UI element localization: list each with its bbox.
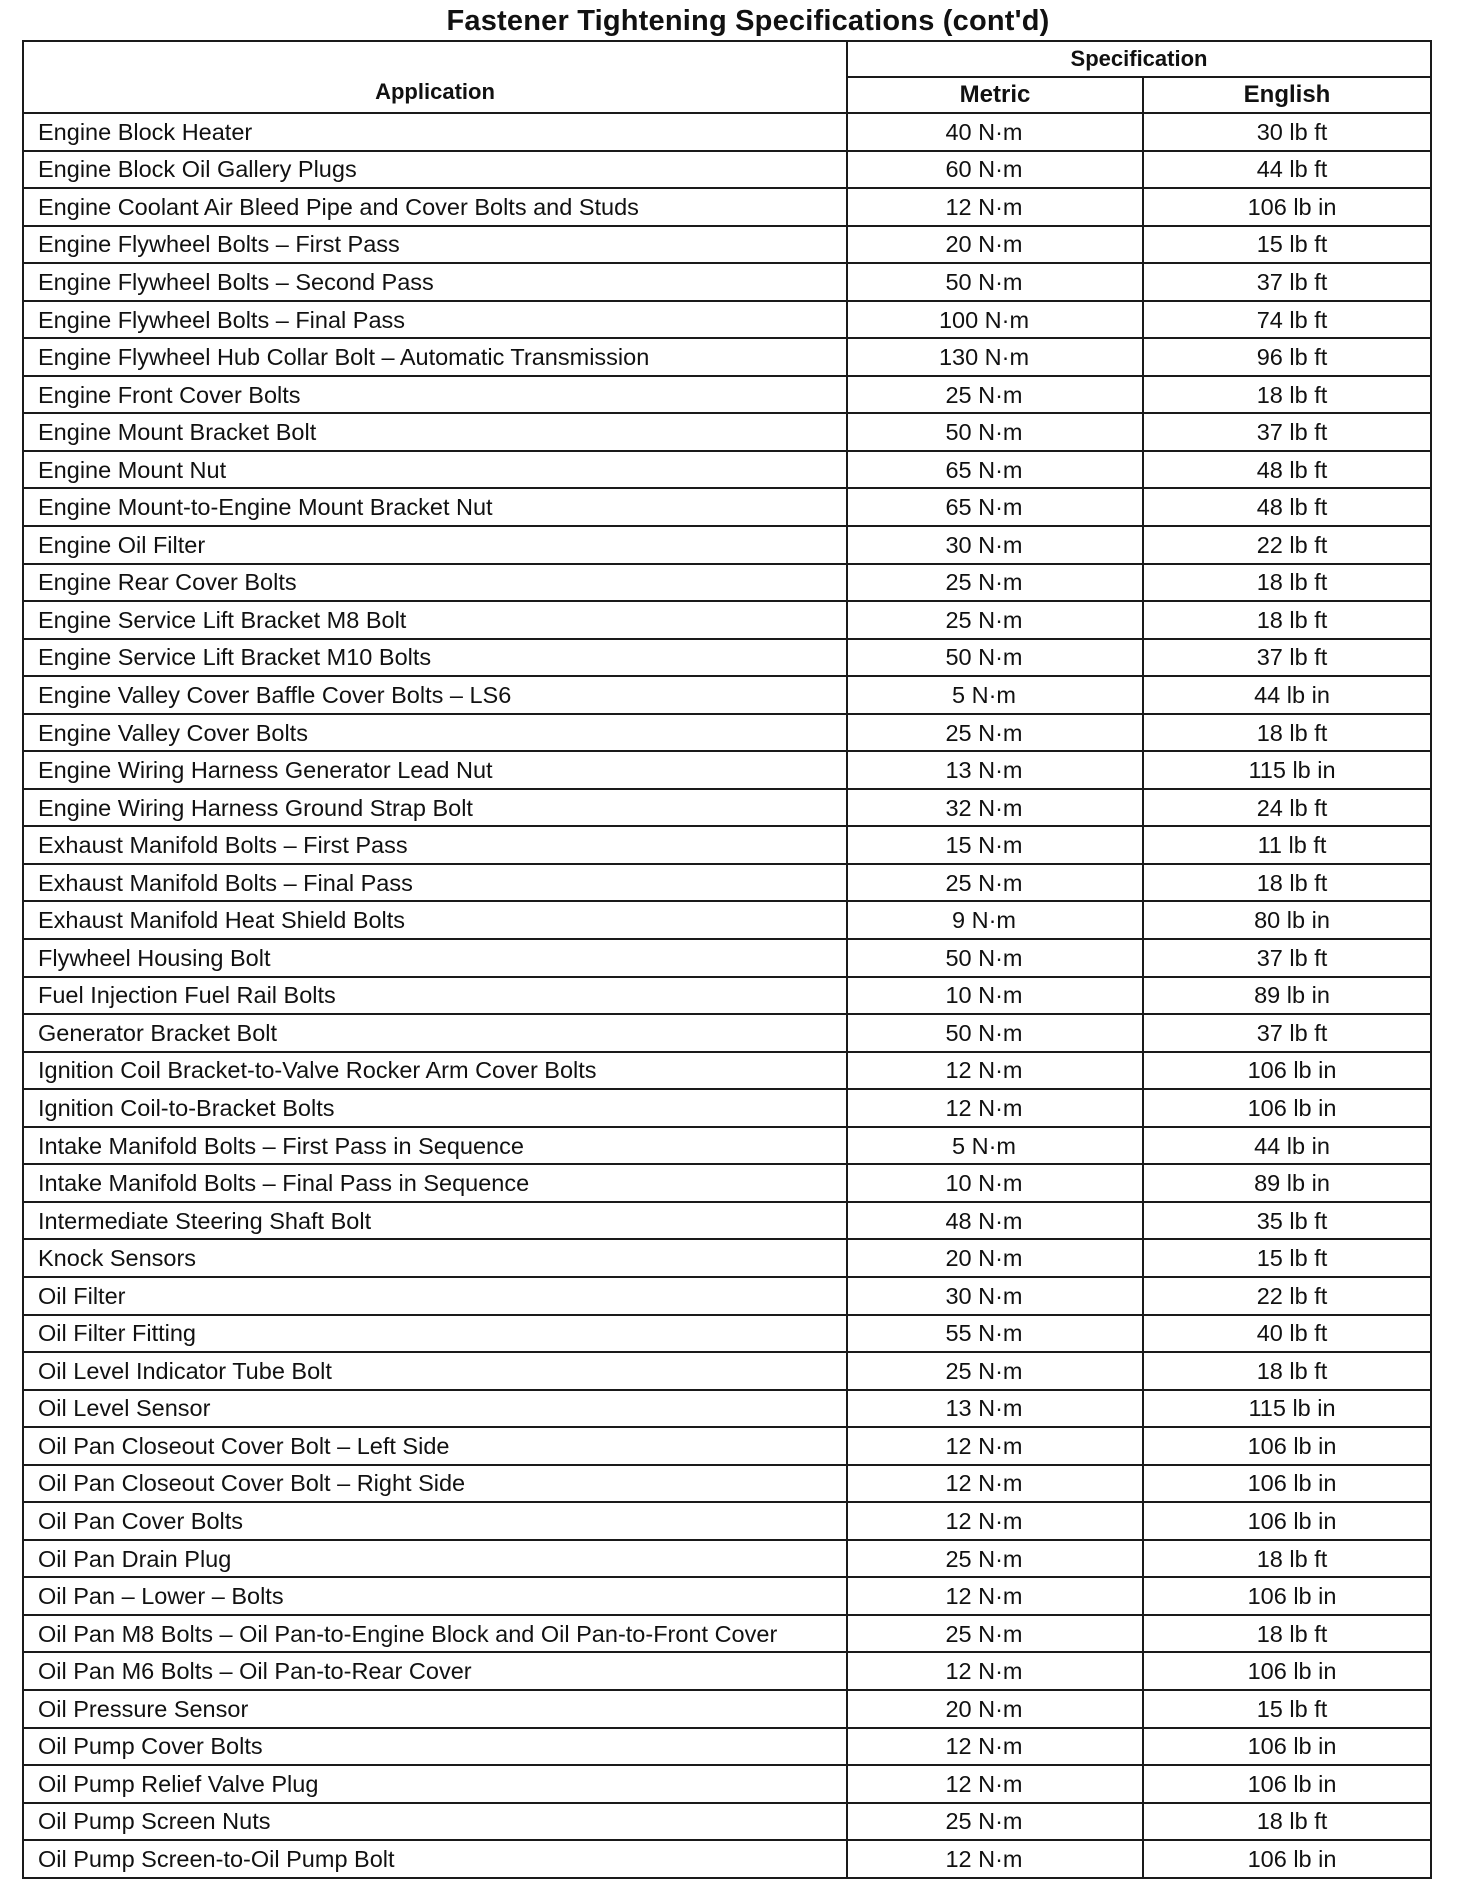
cell-english: 106 lb in	[1143, 1577, 1431, 1615]
cell-english: 18 lb ft	[1143, 564, 1431, 602]
cell-metric: 40 N·m	[847, 113, 1143, 151]
cell-application: Engine Flywheel Bolts – Second Pass	[23, 263, 847, 301]
cell-metric: 13 N·m	[847, 751, 1143, 789]
cell-metric: 32 N·m	[847, 789, 1143, 827]
table-row	[23, 1615, 1431, 1653]
table-row	[23, 1803, 1431, 1841]
cell-english: 106 lb in	[1143, 1502, 1431, 1540]
column-header-metric: Metric	[847, 77, 1143, 113]
cell-english: 106 lb in	[1143, 1840, 1431, 1878]
cell-metric: 12 N·m	[847, 188, 1143, 226]
cell-application: Oil Pump Screen-to-Oil Pump Bolt	[23, 1840, 847, 1878]
column-header-application: Application	[23, 41, 847, 113]
cell-metric: 12 N·m	[847, 1089, 1143, 1127]
cell-application: Oil Pan Closeout Cover Bolt – Left Side	[23, 1427, 847, 1465]
table-row	[23, 1840, 1431, 1878]
cell-application: Engine Valley Cover Baffle Cover Bolts – LS6	[23, 676, 847, 714]
cell-metric: 12 N·m	[847, 1427, 1143, 1465]
cell-english: 37 lb ft	[1143, 263, 1431, 301]
table-row	[23, 676, 1431, 714]
column-header-english: English	[1143, 77, 1431, 113]
cell-english: 48 lb ft	[1143, 451, 1431, 489]
cell-application: Engine Flywheel Bolts – Final Pass	[23, 301, 847, 339]
cell-application: Fuel Injection Fuel Rail Bolts	[23, 977, 847, 1015]
cell-metric: 50 N·m	[847, 639, 1143, 677]
cell-english: 24 lb ft	[1143, 789, 1431, 827]
cell-metric: 12 N·m	[847, 1465, 1143, 1503]
table-row	[23, 1089, 1431, 1127]
cell-application: Engine Mount Bracket Bolt	[23, 413, 847, 451]
fastener-spec-table	[22, 40, 1432, 1879]
cell-english: 106 lb in	[1143, 1427, 1431, 1465]
cell-english: 74 lb ft	[1143, 301, 1431, 339]
cell-metric: 65 N·m	[847, 488, 1143, 526]
cell-metric: 25 N·m	[847, 376, 1143, 414]
table-row	[23, 1014, 1431, 1052]
table-row	[23, 826, 1431, 864]
table-row	[23, 864, 1431, 902]
cell-english: 18 lb ft	[1143, 714, 1431, 752]
cell-english: 44 lb in	[1143, 1127, 1431, 1165]
cell-application: Oil Pump Screen Nuts	[23, 1803, 847, 1841]
page-title: Fastener Tightening Specifications (cont'd)	[446, 5, 1050, 37]
cell-application: Engine Oil Filter	[23, 526, 847, 564]
cell-metric: 15 N·m	[847, 826, 1143, 864]
table-row	[23, 1277, 1431, 1315]
cell-metric: 20 N·m	[847, 1690, 1143, 1728]
cell-application: Engine Flywheel Hub Collar Bolt – Automatic Transmission	[23, 338, 847, 376]
table-row	[23, 1127, 1431, 1165]
table-row	[23, 564, 1431, 602]
cell-english: 35 lb ft	[1143, 1202, 1431, 1240]
cell-metric: 48 N·m	[847, 1202, 1143, 1240]
cell-metric: 13 N·m	[847, 1390, 1143, 1428]
cell-metric: 25 N·m	[847, 601, 1143, 639]
cell-application: Oil Pump Cover Bolts	[23, 1728, 847, 1766]
cell-metric: 25 N·m	[847, 1540, 1143, 1578]
cell-application: Oil Filter Fitting	[23, 1315, 847, 1353]
cell-metric: 10 N·m	[847, 1164, 1143, 1202]
table-row	[23, 789, 1431, 827]
table-row	[23, 939, 1431, 977]
cell-application: Engine Coolant Air Bleed Pipe and Cover Bolts and Studs	[23, 188, 847, 226]
cell-english: 96 lb ft	[1143, 338, 1431, 376]
table-row	[23, 1765, 1431, 1803]
table-row	[23, 1652, 1431, 1690]
cell-metric: 65 N·m	[847, 451, 1143, 489]
cell-metric: 20 N·m	[847, 226, 1143, 264]
cell-english: 18 lb ft	[1143, 1540, 1431, 1578]
cell-metric: 30 N·m	[847, 526, 1143, 564]
cell-metric: 50 N·m	[847, 1014, 1143, 1052]
table-row	[23, 188, 1431, 226]
cell-metric: 25 N·m	[847, 1803, 1143, 1841]
cell-metric: 50 N·m	[847, 413, 1143, 451]
cell-metric: 55 N·m	[847, 1315, 1143, 1353]
cell-application: Oil Level Sensor	[23, 1390, 847, 1428]
table-row	[23, 1427, 1431, 1465]
table-row	[23, 1315, 1431, 1353]
table-row	[23, 1390, 1431, 1428]
table-row	[23, 226, 1431, 264]
cell-application: Generator Bracket Bolt	[23, 1014, 847, 1052]
cell-application: Oil Level Indicator Tube Bolt	[23, 1352, 847, 1390]
cell-english: 18 lb ft	[1143, 601, 1431, 639]
cell-english: 48 lb ft	[1143, 488, 1431, 526]
cell-metric: 25 N·m	[847, 1615, 1143, 1653]
table-row	[23, 526, 1431, 564]
table-row	[23, 1239, 1431, 1277]
cell-metric: 50 N·m	[847, 939, 1143, 977]
table-row	[23, 751, 1431, 789]
cell-english: 11 lb ft	[1143, 826, 1431, 864]
cell-english: 30 lb ft	[1143, 113, 1431, 151]
table-row	[23, 901, 1431, 939]
cell-metric: 5 N·m	[847, 676, 1143, 714]
cell-application: Exhaust Manifold Bolts – First Pass	[23, 826, 847, 864]
cell-metric: 25 N·m	[847, 564, 1143, 602]
cell-english: 18 lb ft	[1143, 1352, 1431, 1390]
cell-application: Engine Service Lift Bracket M10 Bolts	[23, 639, 847, 677]
cell-application: Oil Pan – Lower – Bolts	[23, 1577, 847, 1615]
table-row	[23, 977, 1431, 1015]
cell-application: Oil Filter	[23, 1277, 847, 1315]
table-row	[23, 113, 1431, 151]
cell-application: Oil Pan Closeout Cover Bolt – Right Side	[23, 1465, 847, 1503]
table-row	[23, 151, 1431, 189]
cell-english: 18 lb ft	[1143, 864, 1431, 902]
cell-application: Oil Pump Relief Valve Plug	[23, 1765, 847, 1803]
table-row	[23, 413, 1431, 451]
cell-application: Oil Pan M6 Bolts – Oil Pan-to-Rear Cover	[23, 1652, 847, 1690]
table-row	[23, 1540, 1431, 1578]
table-row	[23, 1052, 1431, 1090]
cell-english: 37 lb ft	[1143, 639, 1431, 677]
cell-application: Engine Wiring Harness Generator Lead Nut	[23, 751, 847, 789]
cell-application: Oil Pan Cover Bolts	[23, 1502, 847, 1540]
table-row	[23, 639, 1431, 677]
cell-metric: 12 N·m	[847, 1502, 1143, 1540]
cell-english: 44 lb in	[1143, 676, 1431, 714]
cell-english: 89 lb in	[1143, 977, 1431, 1015]
cell-english: 15 lb ft	[1143, 1239, 1431, 1277]
cell-application: Oil Pressure Sensor	[23, 1690, 847, 1728]
table-row	[23, 1202, 1431, 1240]
cell-application: Oil Pan M8 Bolts – Oil Pan-to-Engine Block and Oil Pan-to-Front Cover	[23, 1615, 847, 1653]
cell-english: 40 lb ft	[1143, 1315, 1431, 1353]
cell-application: Engine Mount-to-Engine Mount Bracket Nut	[23, 488, 847, 526]
cell-application: Intake Manifold Bolts – First Pass in Sequence	[23, 1127, 847, 1165]
cell-metric: 12 N·m	[847, 1728, 1143, 1766]
cell-metric: 12 N·m	[847, 1765, 1143, 1803]
cell-english: 89 lb in	[1143, 1164, 1431, 1202]
cell-english: 106 lb in	[1143, 1652, 1431, 1690]
cell-english: 115 lb in	[1143, 1390, 1431, 1428]
cell-application: Engine Flywheel Bolts – First Pass	[23, 226, 847, 264]
cell-english: 106 lb in	[1143, 1089, 1431, 1127]
cell-application: Oil Pan Drain Plug	[23, 1540, 847, 1578]
cell-application: Engine Service Lift Bracket M8 Bolt	[23, 601, 847, 639]
table-row	[23, 1352, 1431, 1390]
cell-english: 106 lb in	[1143, 188, 1431, 226]
cell-application: Engine Valley Cover Bolts	[23, 714, 847, 752]
cell-english: 18 lb ft	[1143, 1615, 1431, 1653]
table-row	[23, 1690, 1431, 1728]
cell-application: Exhaust Manifold Heat Shield Bolts	[23, 901, 847, 939]
table-row	[23, 1728, 1431, 1766]
cell-application: Engine Wiring Harness Ground Strap Bolt	[23, 789, 847, 827]
cell-english: 106 lb in	[1143, 1728, 1431, 1766]
table-body	[23, 113, 1431, 1878]
cell-english: 15 lb ft	[1143, 1690, 1431, 1728]
cell-application: Engine Block Oil Gallery Plugs	[23, 151, 847, 189]
cell-metric: 12 N·m	[847, 1652, 1143, 1690]
cell-english: 106 lb in	[1143, 1465, 1431, 1503]
cell-english: 18 lb ft	[1143, 1803, 1431, 1841]
cell-metric: 20 N·m	[847, 1239, 1143, 1277]
cell-metric: 30 N·m	[847, 1277, 1143, 1315]
cell-application: Engine Mount Nut	[23, 451, 847, 489]
cell-english: 22 lb ft	[1143, 526, 1431, 564]
cell-english: 18 lb ft	[1143, 376, 1431, 414]
table-row	[23, 1502, 1431, 1540]
cell-english: 106 lb in	[1143, 1765, 1431, 1803]
cell-english: 80 lb in	[1143, 901, 1431, 939]
cell-english: 22 lb ft	[1143, 1277, 1431, 1315]
cell-metric: 10 N·m	[847, 977, 1143, 1015]
cell-metric: 100 N·m	[847, 301, 1143, 339]
cell-application: Knock Sensors	[23, 1239, 847, 1277]
table-row	[23, 451, 1431, 489]
table-row	[23, 1164, 1431, 1202]
table-row	[23, 263, 1431, 301]
cell-english: 44 lb ft	[1143, 151, 1431, 189]
table-row	[23, 338, 1431, 376]
cell-application: Ignition Coil-to-Bracket Bolts	[23, 1089, 847, 1127]
table-row	[23, 376, 1431, 414]
table-row	[23, 1465, 1431, 1503]
cell-application: Intermediate Steering Shaft Bolt	[23, 1202, 847, 1240]
table-row	[23, 601, 1431, 639]
table-row	[23, 1577, 1431, 1615]
cell-metric: 12 N·m	[847, 1577, 1143, 1615]
cell-metric: 130 N·m	[847, 338, 1143, 376]
cell-english: 37 lb ft	[1143, 939, 1431, 977]
cell-application: Intake Manifold Bolts – Final Pass in Sequence	[23, 1164, 847, 1202]
cell-english: 115 lb in	[1143, 751, 1431, 789]
cell-english: 37 lb ft	[1143, 413, 1431, 451]
table-row	[23, 301, 1431, 339]
cell-metric: 50 N·m	[847, 263, 1143, 301]
cell-english: 106 lb in	[1143, 1052, 1431, 1090]
cell-application: Engine Front Cover Bolts	[23, 376, 847, 414]
cell-application: Engine Rear Cover Bolts	[23, 564, 847, 602]
cell-metric: 25 N·m	[847, 714, 1143, 752]
cell-application: Flywheel Housing Bolt	[23, 939, 847, 977]
cell-english: 15 lb ft	[1143, 226, 1431, 264]
table-row	[23, 488, 1431, 526]
cell-metric: 25 N·m	[847, 1352, 1143, 1390]
cell-application: Ignition Coil Bracket-to-Valve Rocker Arm Cover Bolts	[23, 1052, 847, 1090]
cell-metric: 25 N·m	[847, 864, 1143, 902]
cell-metric: 9 N·m	[847, 901, 1143, 939]
cell-metric: 12 N·m	[847, 1052, 1143, 1090]
cell-metric: 60 N·m	[847, 151, 1143, 189]
table-row	[23, 714, 1431, 752]
cell-application: Engine Block Heater	[23, 113, 847, 151]
cell-metric: 12 N·m	[847, 1840, 1143, 1878]
column-header-specification: Specification	[847, 41, 1431, 77]
cell-metric: 5 N·m	[847, 1127, 1143, 1165]
table-header	[23, 41, 1431, 113]
cell-application: Exhaust Manifold Bolts – Final Pass	[23, 864, 847, 902]
cell-english: 37 lb ft	[1143, 1014, 1431, 1052]
